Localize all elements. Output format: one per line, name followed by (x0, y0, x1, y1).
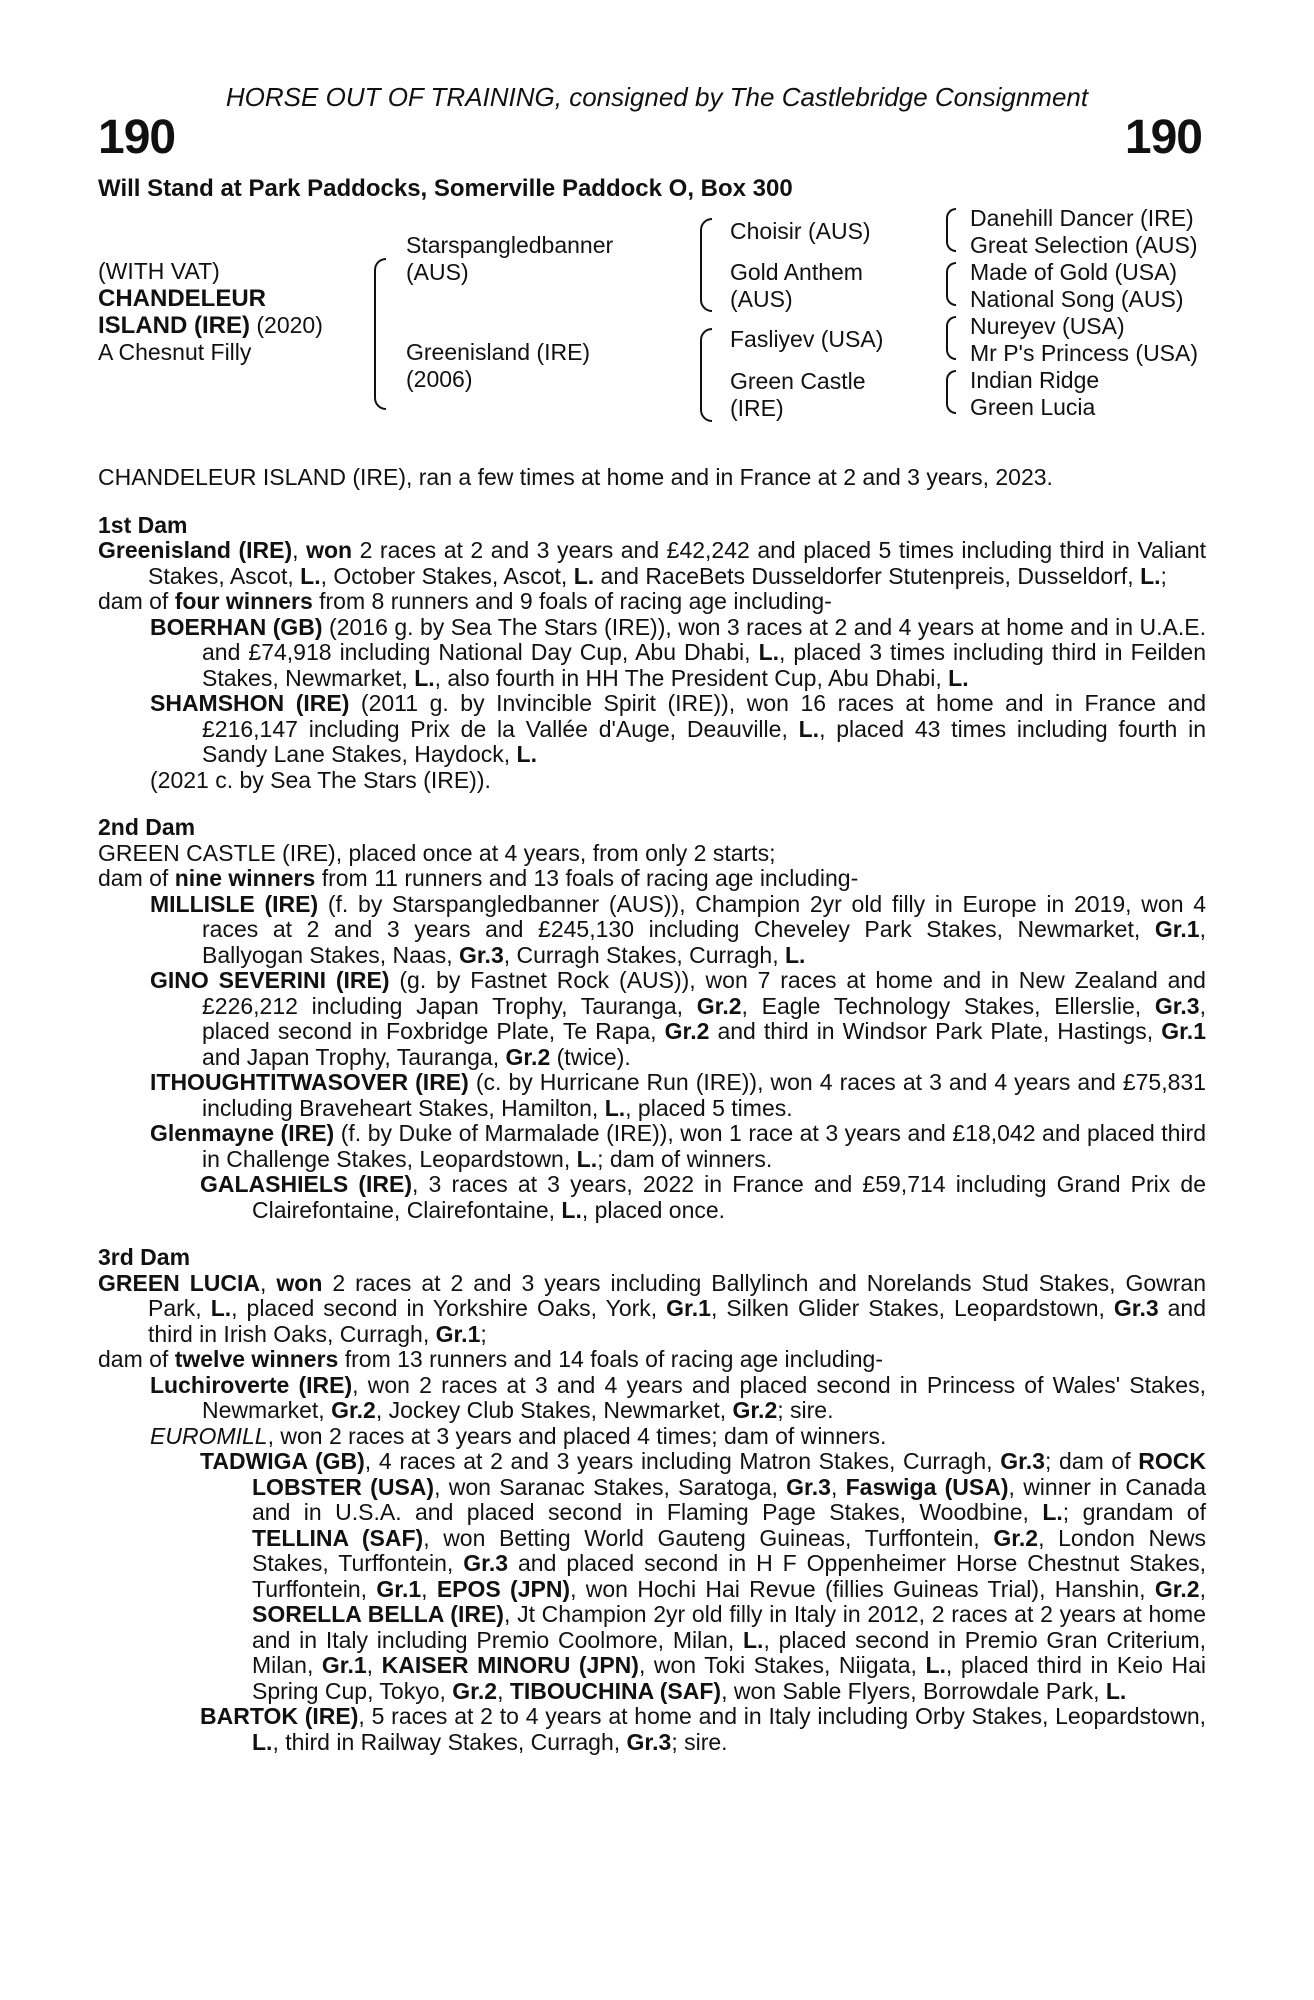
produce-galashiels: GALASHIELS (IRE), 3 races at 3 years, 2022 in France and £59,714 including Grand Prix de Clairefontaine, Clairefontaine, L., placed once. (200, 1171, 1207, 1223)
ggs-4: National Song (AUS) (970, 286, 1184, 312)
sire-line1: Starspangledbanner (406, 232, 614, 258)
brace-ggs-4 (946, 370, 956, 414)
second-dam-text: GREEN CASTLE (IRE), placed once at 4 years, from only 2 starts; (98, 839, 776, 866)
horse-name-line2: ISLAND (IRE) (98, 312, 250, 339)
third-dam-produce-summary: dam of twelve winners from 13 runners and 14 foals of racing age including- (98, 1346, 883, 1372)
sire-line2: (AUS) (406, 259, 469, 285)
horse-name-line1: CHANDELEUR (98, 285, 266, 312)
horse-year: (2020) (256, 312, 323, 338)
first-dam-heading: 1st Dam (98, 511, 188, 538)
brace-ggs-2 (946, 262, 956, 306)
first-dam-produce-summary: dam of four winners from 8 runners and 9 foals of racing age including- (98, 588, 832, 614)
sire-sire: Choisir (AUS) (730, 218, 871, 244)
second-dam-heading: 2nd Dam (98, 814, 196, 840)
ggs-1: Danehill Dancer (IRE) (970, 205, 1194, 231)
dam-dam-line1: Green Castle (730, 368, 866, 394)
second-dam-produce-summary: dam of nine winners from 11 runners and 13 foals of racing age including- (98, 865, 859, 891)
produce-bartok: BARTOK (IRE), 5 races at 2 to 4 years at home and in Italy including Orby Stakes, Leopardstown, L., third in Railway Stakes, Curragh, Gr.3; sire. (200, 1703, 1207, 1755)
produce-tadwiga: TADWIGA (GB), 4 races at 2 and 3 years including Matron Stakes, Curragh, Gr.3; dam of ROCK LOBSTER (USA), won Saranac Stakes, Saratoga, Gr.3, Faswiga (USA), winner in Canada and in U.S.A. and placed second in Flaming Page Stakes, Woodbine, L.; grandam of TELLINA (SAF), won Betting World Gauteng Guineas, Turffontein, Gr.2, London News Stakes, Turffontein, Gr.3 and placed second in H F Oppenheimer Horse Chestnut Stakes, Turffontein, Gr.1, EPOS (JPN), won Hochi Hai Revue (fillies Guineas Trial), Hanshin, Gr.2, SORELLA BELLA (IRE), Jt Champion 2yr old filly in Italy in 2012, 2 races at 2 years at home and in Italy including Premio Coolmore, Milan, L., placed second in Premio Gran Criterium, Milan, Gr.1, KAISER MINORU (JPN), won Toki Stakes, Niigata, L., placed third in Keio Hai Spring Cup, Tokyo, Gr.2, TIBOUCHINA (SAF), won Sable Flyers, Borrowdale Park, L. (200, 1448, 1207, 1704)
produce-luchiroverte: Luchiroverte (IRE), won 2 races at 3 and 4 years and placed second in Princess of Wales' Stakes, Newmarket, Gr.2, Jockey Club Stakes, Newmarket, Gr.2; sire. (150, 1371, 1206, 1423)
dam-dam-line2: (IRE) (730, 395, 784, 421)
produce-glenmayne: Glenmayne (IRE) (f. by Duke of Marmalade (IRE)), won 1 race at 3 years and £18,042 and placed third in Challenge Stakes, Leopardstown, L.; dam of winners. (150, 1120, 1207, 1172)
produce-boerhan: BOERHAN (GB) (2016 g. by Sea The Stars (IRE)), won 3 races at 2 and 4 years at home and in U.A.E. and £74,918 including National Day Cup, Abu Dhabi, L., placed 3 times including third in Feilden Stakes, Newmarket, L., also fourth in HH The President Cup, Abu Dhabi, L. (150, 613, 1206, 691)
horse-description: A Chesnut Filly (98, 339, 252, 365)
brace-sire (700, 218, 712, 312)
sire-dam-line2: (AUS) (730, 286, 793, 312)
ggs-5: Nureyev (USA) (970, 313, 1125, 339)
ggs-2: Great Selection (AUS) (970, 232, 1198, 258)
vat-note: (WITH VAT) (98, 258, 220, 284)
page-subtitle: HORSE OUT OF TRAINING, consigned by The Castlebridge Consignment (225, 82, 1089, 112)
ggs-6: Mr P's Princess (USA) (970, 340, 1199, 366)
ggs-3: Made of Gold (USA) (970, 259, 1178, 285)
brace-ggs-3 (946, 316, 956, 360)
dam-sire: Fasliyev (USA) (730, 326, 884, 352)
produce-millisle: MILLISLE (IRE) (f. by Starspangledbanner (AUS)), Champion 2yr old filly in Europe in 2019, won 4 races at 2 and 3 years and £245,130 including Cheveley Park Stakes, Newmarket, Gr.1, Ballyogan Stakes, Naas, Gr.3, Curragh Stakes, Curragh, L. (150, 890, 1206, 968)
produce-euromill: EUROMILL, won 2 races at 3 years and placed 4 times; dam of winners. (150, 1422, 887, 1449)
brace-dam (700, 328, 712, 422)
brace-horse (374, 258, 386, 410)
horse-name-line2-row (98, 312, 323, 339)
dam-line2: (2006) (406, 366, 473, 392)
produce-gino-severini: GINO SEVERINI (IRE) (g. by Fastnet Rock (AUS)), won 7 races at home and in New Zealand and £226,212 including Japan Trophy, Tauranga, Gr.2, Eagle Technology Stakes, Ellerslie, Gr.3, placed second in Foxbridge Plate, Te Rapa, Gr.2 and third in Windsor Park Plate, Hastings, Gr.1 and Japan Trophy, Tauranga, Gr.2 (twice). (150, 967, 1206, 1070)
lot-number-right: 190 (1124, 111, 1202, 164)
brace-ggs-1 (946, 208, 956, 252)
intro-text: CHANDELEUR ISLAND (IRE), ran a few times at home and in France at 2 and 3 years, 2023. (98, 464, 1053, 490)
first-dam-text: Greenisland (IRE), won 2 races at 2 and 3 years and £42,242 and placed 5 times including third in Valiant Stakes, Ascot, L., October Stakes, Ascot, L. and RaceBets Dusseldorfer Stutenpreis, Dusseldorf, L.; (98, 537, 1207, 589)
dam-line1: Greenisland (IRE) (406, 339, 591, 365)
ggs-8: Green Lucia (970, 394, 1096, 420)
third-dam-heading: 3rd Dam (98, 1244, 191, 1270)
produce-shamshon: SHAMSHON (IRE) (2011 g. by Invincible Spirit (IRE)), won 16 races at home and in France and £216,147 including Prix de la Vallée d'Auge, Deauville, L., placed 43 times including fourth in Sandy Lane Stakes, Haydock, L. (150, 690, 1206, 767)
produce-2021-colt: (2021 c. by Sea The Stars (IRE)). (150, 766, 491, 793)
lot-number-left: 190 (98, 111, 176, 164)
ggs-7: Indian Ridge (970, 367, 1100, 393)
stand-location: Will Stand at Park Paddocks, Somerville Paddock O, Box 300 (98, 175, 793, 202)
catalogue-body (98, 465, 1206, 1755)
produce-ithoughtitwasover: ITHOUGHTITWASOVER (IRE) (c. by Hurricane Run (IRE)), won 4 races at 3 and 4 years and £75,831 including Braveheart Stakes, Hamilton, L., placed 5 times. (150, 1069, 1206, 1121)
third-dam-text: GREEN LUCIA, won 2 races at 2 and 3 years including Ballylinch and Norelands Stud Stakes, Gowran Park, L., placed second in Yorkshire Oaks, York, Gr.1, Silken Glider Stakes, Leopardstown, Gr.3 and third in Irish Oaks, Curragh, Gr.1; (98, 1269, 1207, 1347)
sire-dam-line1: Gold Anthem (730, 259, 863, 285)
